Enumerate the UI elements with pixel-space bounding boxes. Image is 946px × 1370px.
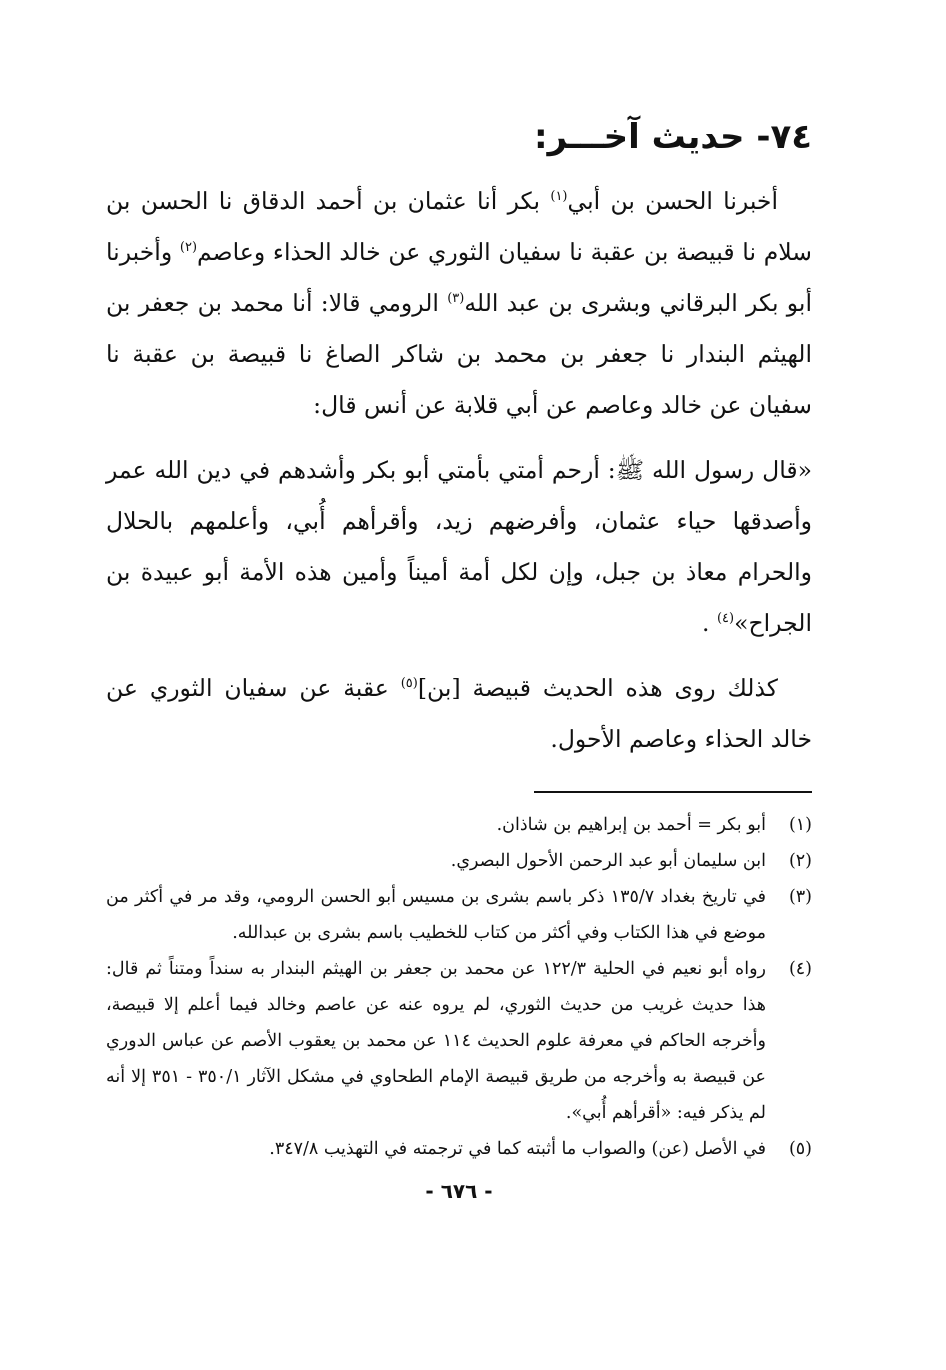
- footnote-text: رواه أبو نعيم في الحلية ١٢٢/٣ عن محمد بن جعفر بن الهيثم البندار به سنداً ومتناً ثم قال: هذا حديث غريب من حديث الثوري، لم يروه عنه عن عاصم وخالد فيما أعلم إلا قبيصة، وأخرجه الحاكم في معرفة علوم الحديث ١١٤ عن محمد بن يعقوب الأصم عن عباس الدوري عن قبيصة به وأخرجه من طريق قبيصة الإمام الطحاوي في مشكل الآثار ٣٥٠/١ - ٣٥١ إلا أنه لم يذكر فيه: «أقرأهم أُبي».: [106, 959, 766, 1123]
- paragraph-text: .: [702, 609, 717, 637]
- footnote-text: في تاريخ بغداد ١٣٥/٧ ذكر باسم بشرى بن مسيس أبو الحسن الرومي، وقد مر في أكثر من موضع في هذا الكتاب وفي أكثر من كتاب للخطيب باسم بشرى بن عبدالله.: [106, 887, 766, 943]
- paragraph-commentary: [106, 663, 812, 765]
- paragraph-text: «قال رسول الله ﷺ: أرحم أمتي بأمتي أبو بكر وأشدهم في دين الله عمر وأصدقها حياء عثمان، وأفرضهم زيد، وأقرأهم أُبي، وأعلمهم بالحلال والحرام معاذ بن جبل، وإن لكل أمة أميناً وأمين هذه الأمة أبو عبيدة بن الجراح»: [106, 456, 812, 637]
- paragraph-text: الرومي قالا: أنا محمد بن جعفر بن الهيثم البندار نا جعفر بن محمد بن شاكر الصاغ نا قبيصة بن عقبة نا سفيان عن خالد وعاصم عن أبي قلابة عن أنس قال:: [106, 289, 812, 419]
- footnote-number: (٤): [788, 959, 812, 979]
- footnote-number: (٥): [788, 1139, 812, 1159]
- footnotes-list: [106, 807, 812, 1167]
- hadith-heading: ٧٤- حديث آخـــر:: [534, 117, 812, 157]
- paragraph-text: أخبرنا الحسن بن أبي: [567, 187, 778, 215]
- paragraph-text: بكر أنا عثمان بن أحمد الدقاق نا الحسن بن سلام نا قبيصة بن عقبة نا سفيان الثوري عن خالد الحذاء وعاصم: [106, 187, 812, 266]
- footnote-marker-3: (٣): [447, 291, 465, 307]
- footnote-number: (٣): [788, 887, 812, 907]
- footnote-marker-5: (٥): [400, 676, 418, 692]
- footnote-marker-4: (٤): [716, 611, 735, 627]
- page-number: - ٦٧٦ -: [425, 1179, 493, 1203]
- footnote-item: [106, 1131, 812, 1167]
- footnote-number: (١): [788, 815, 812, 835]
- footnote-separator: [534, 791, 812, 793]
- paragraph-matn: [106, 445, 812, 649]
- footnote-number: (٢): [788, 851, 812, 871]
- footnote-item: [106, 951, 812, 1131]
- footnote-item: [106, 879, 812, 951]
- footnote-text: ابن سليمان أبو عبد الرحمن الأحول البصري.: [450, 851, 766, 871]
- paragraph-text: وأخبرنا أبو بكر البرقاني وبشرى بن عبد الله: [106, 238, 812, 317]
- footnote-item: [106, 843, 812, 879]
- footnote-item: [106, 807, 812, 843]
- paragraph-text: كذلك روى هذه الحديث قبيصة [بن]: [417, 674, 778, 702]
- footnote-text: أبو بكر = أحمد بن إبراهيم بن شاذان.: [496, 815, 766, 835]
- footnote-text: في الأصل (عن) والصواب ما أثبته كما في ترجمته في التهذيب ٣٤٧/٨.: [269, 1139, 766, 1159]
- paragraph-text: عقبة عن سفيان الثوري عن خالد الحذاء وعاصم الأحول.: [106, 674, 812, 753]
- footnote-marker-1: (١): [550, 189, 568, 205]
- page-body: [106, 112, 812, 1203]
- footnote-marker-2: (٢): [179, 240, 198, 256]
- paragraph-isnad: [106, 176, 812, 431]
